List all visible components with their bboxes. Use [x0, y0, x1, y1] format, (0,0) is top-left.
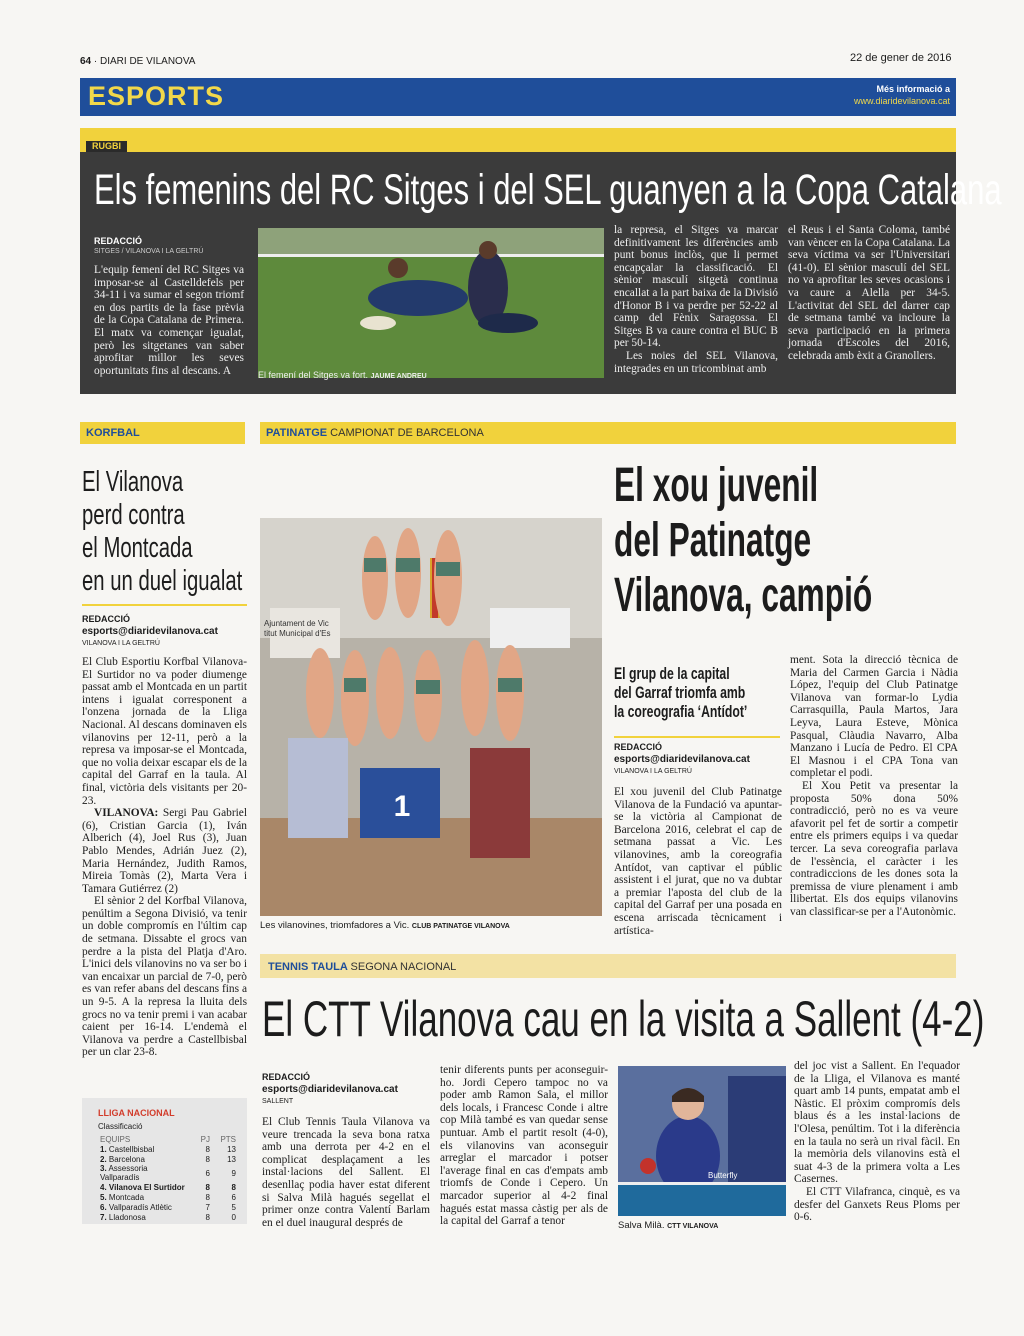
rugby-col2-a: la represa, el Sitges va marcar definitivament les diferències amb punt bonus inclòs, que li permet encapçalar la classificació. El sènior masculí sitgetà continua encallat a la part baixa de la Divisió d'Honor B i va perdre per 52-22 al camp del Fènix Saragossa. El Sitges B va caure contra el BUC B per 50-14. [614, 224, 778, 350]
rugby-tag: RUGBI [86, 141, 127, 152]
korfball-body [82, 656, 247, 1059]
korfball-lineup: Sergi Pau Gabriel (6), Cristian Garcia (1), Iván Alberich (4), Joel Rus (3), Juan Pablo Mendes, Adrián Juez (2), Maria Hernández, Judith Ramos, Mireia Tomàs (2), Marta Vera i Tamara Gutiérrez (2) [82, 807, 247, 895]
rugby-byline: REDACCIÓ [94, 236, 143, 246]
podium-number: 1 [393, 790, 411, 823]
tabletennis-byline: REDACCIÓ [262, 1072, 311, 1082]
skating-deck-line: El grup de la capital [614, 664, 730, 683]
rugby-headline: Els femenins del RC Sitges i del SEL guanyen a la Copa Catalana [94, 166, 1002, 214]
tabletennis-email[interactable]: esports@diaridevilanova.cat [262, 1084, 398, 1095]
rugby-photo [258, 228, 604, 378]
korfball-p3: El sènior 2 del Korfbal Vilanova, penúltim a Segona Divisió, va tenir un doble compromís en l'últim cap de setmana. Dissabte el grocs van perdre a la pista del Platja d'Aro. L'inici dels vilanovins no va ser bo i van encaixar un parcial de 7-0, però es van refer abans del descans fins a un 9-5. A la represa la lluita dels grocs no va tenir premi i van acabar caient per 16-14. L'endemà el Vilanova va perdre a Castellbisbal per un clar 23-8. [82, 895, 247, 1059]
page-number: 64 [80, 56, 92, 67]
skating-col1: El xou juvenil del Club Patinatge Vilanova de la Fundació va apuntar-se la victòria al Campionat de Barcelona 2016, celebrat el cap de setmana passat a Vic. Les vilanovines, amb la coreografia Antídot, van captivar el públic assistent i el jurat, que no va dubtar a premiar l'aposta del club de la capital del Garraf per una posada en escena arriscada tècnicament i artística- [614, 786, 782, 937]
skating-col2-b: El Xou Petit va presentar la proposta 50% dona 50% contradicció, però no es va veure afavorit pel fet de sortir a competir entre els primers equips i va quedar tercer. La seva coreografia parlava de l'essència, el caràcter i les contradiccions de les dones sota la premissa de viure plenament i amb llibertat. Els dos equips vilanovins van classificar-se per a l'Autonòmic. [790, 779, 958, 918]
korfball-rule [82, 604, 247, 606]
skating-deck-line: del Garraf triomfa amb [614, 683, 746, 702]
rugby-caption [258, 370, 427, 380]
tabletennis-photo [618, 1066, 786, 1216]
korfball-headline-line: en un duel igualat [82, 565, 243, 597]
skating-headline-line: Vilanova, campió [614, 569, 873, 622]
korfball-headline-line: el Montcada [82, 532, 193, 564]
league-title: LLIGA NACIONAL [98, 1108, 175, 1118]
rugby-col2-b: Les noies del SEL Vilanova, integrades en un tricombinat amb [614, 349, 778, 375]
skating-email[interactable]: esports@diaridevilanova.cat [614, 754, 750, 765]
league-subtitle: Classificació [98, 1122, 143, 1131]
skating-deck [614, 664, 780, 721]
skating-deck-line: la coreografia ‘Antídot’ [614, 702, 748, 721]
photo-sign-1: Ajuntament de Vic [264, 619, 329, 628]
tabletennis-col3 [794, 1060, 960, 1224]
league-row-highlight: 4. Vilanova El Surtidor 8 8 [100, 1182, 236, 1192]
korfball-headline-line: perd contra [82, 499, 185, 531]
tabletennis-col3-a: del joc vist a Sallent. En l'equador de la Lliga, el Vilanova es manté quart amb 14 punts, empatat amb el Nàstic. El pròxim compromís dels blaus és a les instal·lacions de l'Olesa, penúltim. Tot i la diferència en la taula no serà un rival fàcil. En la memòria dels vilanovins està el suat 4-3 de la primera volta a Les Casernes. [794, 1060, 960, 1186]
league-row: 7. Lladonosa 8 0 [100, 1212, 236, 1222]
tabletennis-col1: El Club Tennis Taula Vilanova va veure trencada la seva bona ratxa amb una derrota per 4-2 en el complicat desplaçament a les instal·lacions del Sallent. El desenllaç podia haver estat diferent si Salva Milà hagués segellat el primer onze contra Valentí Barlam en el duel inaugural després de [262, 1116, 430, 1229]
korfball-tag: KORFBAL [86, 427, 140, 439]
league-col-team: EQUIPS [100, 1134, 131, 1144]
league-col-pj: PJ [200, 1134, 210, 1144]
tabletennis-photo-credit: CTT VILANOVA [667, 1223, 719, 1230]
photo-sign-2: titut Municipal d'Es [264, 629, 331, 638]
skating-byline: REDACCIÓ [614, 742, 663, 752]
rugby-col2 [614, 224, 778, 375]
league-row: 2. Barcelona 8 13 [100, 1154, 236, 1164]
skating-photo-credit: CLUB PATINATGE VILANOVA [411, 923, 510, 930]
tabletennis-caption [618, 1220, 718, 1231]
skating-col2 [790, 654, 958, 918]
skating-rule [614, 736, 780, 738]
league-row: 6. Vallparadís Atlètic 7 5 [100, 1202, 236, 1212]
tabletennis-tag-main: TENNIS TAULA [268, 961, 348, 973]
rugby-location: SITGES / VILANOVA I LA GELTRÚ [94, 248, 204, 255]
rugby-col1: L'equip femení del RC Sitges va imposar-se al Castelldefels per 34-11 i va sumar el segon triomf en dos partits de la fase prèvia de la Copa Catalana de Primera. El matx va començar igualat, però les sitgetanes van saber aprofitar millor les seves oportunitats fins al descans. A [94, 264, 244, 377]
korfball-location: VILANOVA I LA GELTRÚ [82, 640, 160, 647]
league-table-box [82, 1098, 247, 1224]
section-title: ESPORTS [88, 81, 225, 111]
paper-name: DIARI DE VILANOVA [100, 56, 196, 67]
korfball-p2 [82, 807, 247, 895]
rugby-caption-text: El femení del Sitges va fort. [258, 370, 369, 380]
skating-headline-line: del Patinatge [614, 514, 812, 567]
league-row: 1. Castellbisbal 8 13 [100, 1144, 236, 1154]
tabletennis-tag [268, 961, 456, 973]
tabletennis-headline: El CTT Vilanova cau en la visita a Sallent (4-2) [262, 991, 985, 1047]
skating-location: VILANOVA I LA GELTRÚ [614, 768, 692, 775]
korfball-headline-line: El Vilanova [82, 466, 184, 498]
league-col-pts: PTS [220, 1134, 236, 1144]
skating-tag-bar [260, 422, 956, 444]
league-table [98, 1134, 238, 1222]
website-link[interactable]: www.diaridevilanova.cat [853, 96, 950, 106]
league-row: 3. Assessoria Vallparadís 6 9 [100, 1164, 236, 1182]
korfball-email[interactable]: esports@diaridevilanova.cat [82, 626, 218, 637]
more-info-label: Més informació a [876, 84, 950, 94]
rugby-photo-credit: JAUME ANDREU [370, 373, 427, 380]
korfball-lineup-lead: VILANOVA: [94, 807, 159, 820]
skating-tag-sub: CAMPIONAT DE BARCELONA [330, 427, 484, 439]
page-number-line: 64 · DIARI DE VILANOVA [80, 56, 196, 67]
rugby-tag-bar [80, 128, 956, 152]
korfball-byline: REDACCIÓ [82, 614, 131, 624]
section-banner [80, 78, 956, 116]
skating-col2-a: ment. Sota la direcció tècnica de Maria del Carmen Garcia i Nàdia López, l'equip del Club Patinatge Vilanova van formar-lo Lydia Carrasquilla, Paula Martos, Jara Leyva, Laura Esteve, Mònica Pasqual, Clàudia Navarro, Alba Manzano i Lucía de Pedro. El CPA El Masnou i el CPA Tona van completar el podi. [790, 654, 958, 780]
skating-caption-text: Les vilanovines, triomfadores a Vic. [260, 920, 410, 931]
rugby-article [80, 152, 1002, 394]
korfball-headline [82, 466, 247, 598]
tabletennis-col2: tenir diferents punts per aconseguir-ho. Jordi Cepero tampoc no va poder amb Ramon Sala, el millor dels locals, i Francesc Conde i altre cop Milà també es van quedar sense puntuar. Amb el partit resolt (4-0), els vilanovins van aconseguir arreglar el marcador i potser l'average final en cas d'empats amb triomfs de Conde i Cepero. Un marcador superior al 4-2 final hagués estat massa càstig per als de la capital del Garraf a tenor [440, 1064, 608, 1228]
skating-tag-main: PATINATGE [266, 427, 328, 439]
tabletennis-col3-b: El CTT Vilafranca, cinquè, es va desfer del Ganxets Reus Ploms per 0-6. [794, 1185, 960, 1224]
skating-headline [614, 458, 960, 623]
league-row: 5. Montcada 8 6 [100, 1192, 236, 1202]
korfball-p1: El Club Esportiu Korfbal Vilanova-El Surtidor no va poder diumenge passat amb el Montcada en un partit intens i igualat corresponent a l'onzena jornada de la Lliga Nacional. Al descans dominaven els vilanovins per 12-11, però a la represa va imposar-se el Montcada, que no volia deixar escapar els de la capital del Garraf en la taula. Al final, victòria dels visitants per 20-23. [82, 656, 247, 807]
table-brand: Butterfly [708, 1171, 738, 1180]
tabletennis-tag-sub: SEGONA NACIONAL [350, 961, 457, 973]
page-date: 22 de gener de 2016 [850, 52, 952, 64]
skating-headline-line: El xou juvenil [614, 459, 819, 512]
tabletennis-caption-text: Salva Milà. [618, 1220, 665, 1231]
tabletennis-tag-bar [260, 954, 956, 978]
skating-caption [260, 920, 510, 931]
tabletennis-location: SALLENT [262, 1098, 294, 1105]
rugby-col3: el Reus i el Santa Coloma, també van vèncer en la Copa Catalana. La seva víctima va ser l'Universitari (41-0). El sènior masculí del SEL no va aprofitar les seves ocasions i va caure a Alella per 34-5. L'activitat del SEL del darrer cap de setmana també va incloure la seva participació en la primera jornada d'Escoles del 2016, celebrada amb èxit a Granollers. [788, 224, 950, 362]
korfball-tag-bar [80, 422, 245, 444]
skating-tag [266, 427, 484, 439]
skating-photo [260, 518, 602, 916]
